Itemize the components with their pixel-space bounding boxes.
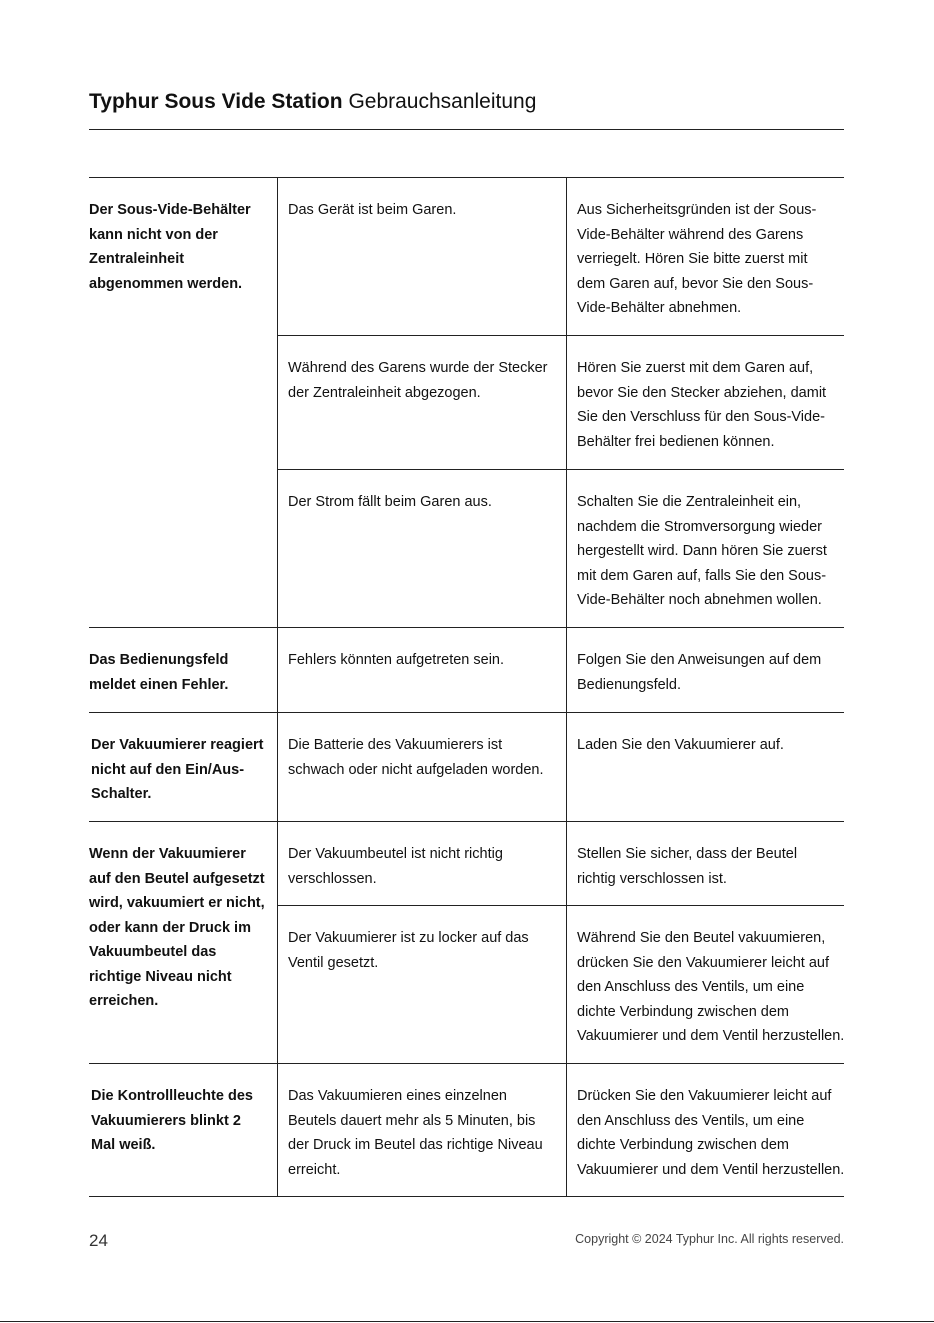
solution-line: drücken Sie den Vakuumierer leicht auf	[577, 954, 830, 971]
solution-cell	[567, 906, 844, 1063]
solution-line: Vakuumierer und dem Ventil herzustellen.	[577, 1161, 845, 1178]
solution-line: richtig verschlossen ist.	[577, 870, 727, 887]
page-number: 24	[89, 1231, 108, 1250]
solution-line: Aus Sicherheitsgründen ist der Sous-	[577, 202, 817, 218]
solution-line: Folgen Sie den Anweisungen auf dem	[577, 652, 822, 668]
cause-cell: Das Vakuumieren eines einzelnen Beutels dauert mehr als 5 Minuten, bis der Druck im Beutel das richtige Niveau erreicht.	[278, 1064, 567, 1196]
table-row	[278, 713, 844, 821]
document-title: Gebrauchsanleitung	[348, 90, 537, 113]
cause-cell: Das Gerät ist beim Garen.	[278, 178, 567, 335]
table-row	[278, 1064, 844, 1196]
cause-cell: Die Batterie des Vakuumierers ist schwach oder nicht aufgeladen worden.	[278, 713, 567, 821]
solution-line: hergestellt wird. Dann hören Sie zuerst	[577, 543, 827, 559]
solution-cell	[567, 822, 844, 905]
cause-cell: Während des Garens wurde der Stecker der Zentraleinheit abgezogen.	[278, 336, 567, 469]
solution-line: Hören Sie zuerst mit dem Garen auf,	[577, 360, 814, 376]
table-group	[89, 822, 844, 1064]
problem-cell: Die Kontrollleuchte des Vakuumierers blinkt 2 Mal weiß.	[89, 1064, 278, 1196]
table-group	[89, 1064, 844, 1197]
solution-line: Drücken Sie den Vakuumierer leicht auf	[577, 1088, 832, 1104]
table-row	[278, 178, 844, 336]
problem-cell: Der Vakuumierer reagiert nicht auf den Ein/Aus-Schalter.	[89, 713, 278, 821]
table-row	[278, 822, 844, 906]
problem-cell: Das Bedienungsfeld meldet einen Fehler.	[89, 628, 278, 712]
solution-line: Behälter frei bedienen können.	[577, 433, 775, 450]
table-group	[89, 713, 844, 822]
solution-cell	[567, 470, 844, 627]
cause-cell: Der Strom fällt beim Garen aus.	[278, 470, 567, 627]
solution-line: Vakuumierer und dem Ventil herzustellen.	[577, 1028, 845, 1044]
solution-line: bevor Sie den Stecker abziehen, damit	[577, 384, 827, 401]
solution-cell	[567, 1064, 844, 1196]
problem-cell: Wenn der Vakuumierer auf den Beutel aufgesetzt wird, vakuumiert er nicht, oder kann der Druck im Vakuumbeutel das richtige Niveau nicht erreichen.	[89, 822, 278, 1063]
solution-line: Vide-Behälter während des Garens	[577, 226, 804, 243]
solution-cell	[567, 628, 844, 712]
solution-line: Sie den Verschluss für den Sous-Vide-	[577, 409, 825, 425]
solution-line: Vide-Behälter abnehmen.	[577, 300, 742, 316]
solution-cell	[567, 336, 844, 469]
header-divider	[89, 129, 844, 130]
copyright-notice: Copyright © 2024 Typhur Inc. All rights reserved.	[575, 1232, 844, 1246]
cause-cell: Der Vakuumierer ist zu locker auf das Ventil gesetzt.	[278, 906, 567, 1063]
solution-line: mit dem Garen auf, falls Sie den Sous-	[577, 567, 827, 584]
solution-line: den Anschluss des Ventils, um eine	[577, 979, 805, 995]
solution-line: Schalten Sie die Zentraleinheit ein,	[577, 494, 802, 510]
solution-line: den Anschluss des Ventils, um eine	[577, 1112, 805, 1129]
solution-line: Laden Sie den Vakuumierer auf.	[577, 737, 784, 753]
table-group	[89, 628, 844, 713]
solution-line: Bedienungsfeld.	[577, 676, 681, 693]
cause-solution-rows	[278, 628, 844, 712]
cause-solution-rows	[278, 822, 844, 1063]
cause-cell: Der Vakuumbeutel ist nicht richtig verschlossen.	[278, 822, 567, 905]
solution-line: Stellen Sie sicher, dass der Beutel	[577, 846, 798, 862]
table-row	[278, 336, 844, 470]
solution-line: verriegelt. Hören Sie bitte zuerst mit	[577, 251, 808, 267]
product-name: Typhur Sous Vide Station	[89, 90, 343, 113]
problem-cell: Der Sous-Vide-Behälter kann nicht von der Zentraleinheit abgenommen werden.	[89, 178, 278, 627]
solution-cell	[567, 713, 844, 821]
solution-line: nachdem die Stromversorgung wieder	[577, 518, 823, 535]
page-bottom-edge	[0, 1321, 934, 1322]
troubleshooting-table	[89, 177, 844, 1197]
cause-solution-rows	[278, 1064, 844, 1196]
solution-line: dichte Verbindung zwischen dem	[577, 1003, 789, 1020]
solution-cell	[567, 178, 844, 335]
solution-line: dem Garen auf, bevor Sie den Sous-	[577, 275, 814, 292]
table-row	[278, 628, 844, 712]
solution-line: Vide-Behälter noch abnehmen wollen.	[577, 592, 822, 608]
table-row	[278, 470, 844, 627]
table-row	[278, 906, 844, 1063]
solution-line: Während Sie den Beutel vakuumieren,	[577, 930, 826, 946]
cause-solution-rows	[278, 713, 844, 821]
cause-cell: Fehlers könnten aufgetreten sein.	[278, 628, 567, 712]
page-header	[89, 88, 844, 116]
solution-line: dichte Verbindung zwischen dem	[577, 1137, 789, 1153]
table-group	[89, 178, 844, 628]
cause-solution-rows	[278, 178, 844, 627]
